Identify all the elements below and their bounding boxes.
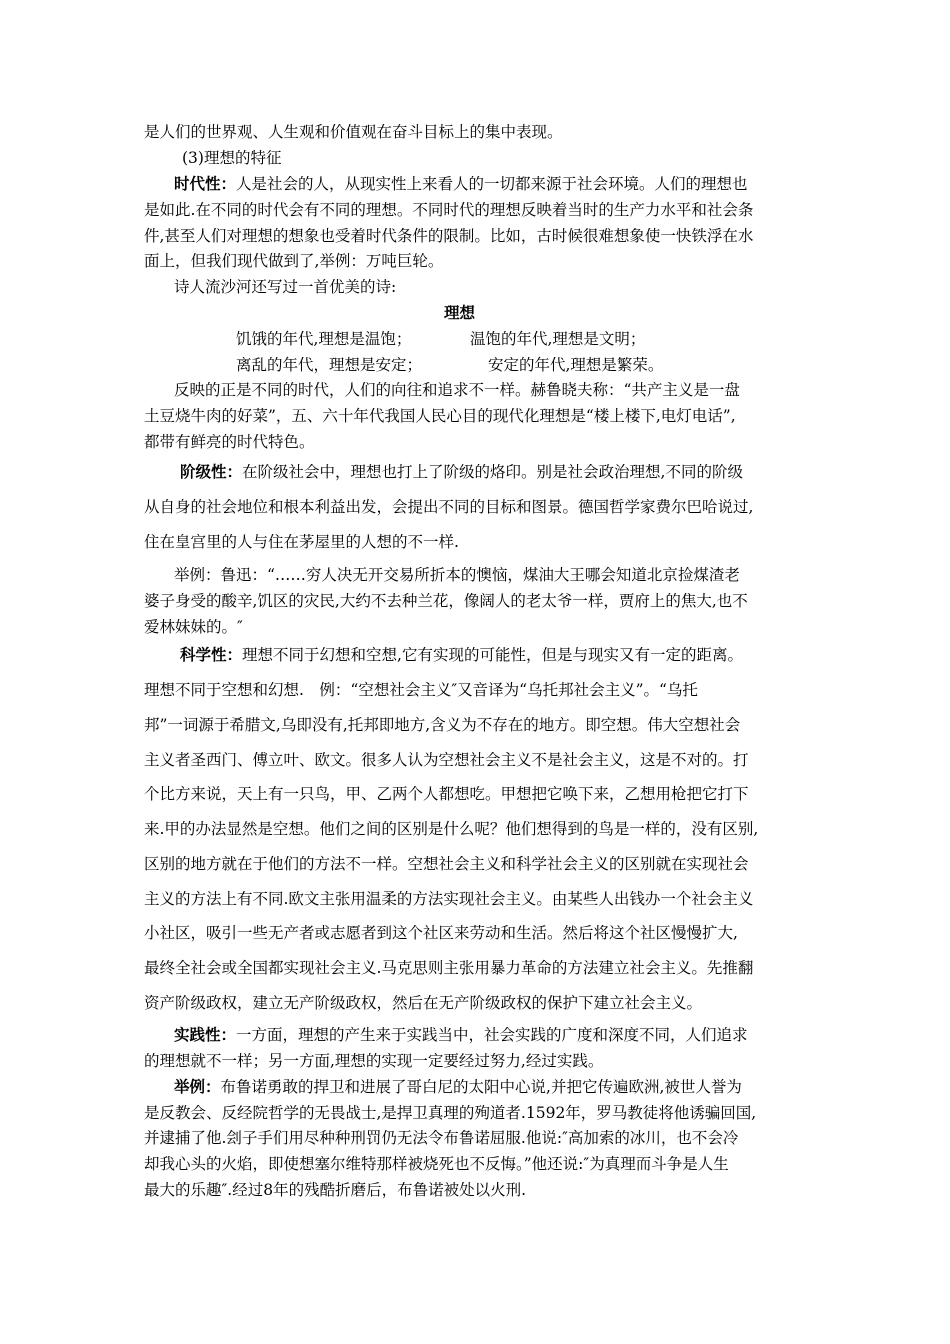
text-line: 是人们的世界观、人生观和价值观在奋斗目标上的集中表现。 bbox=[144, 123, 563, 141]
text-line: 资产阶级政权，建立无产阶级政权，然后在无产阶级政权的保护下建立社会主义。 bbox=[144, 994, 703, 1012]
text-line: 邦”一词源于希腊文,乌即没有,托邦即地方,含义为不存在的地方。即空想。伟大空想社会 bbox=[144, 716, 741, 734]
text-line: 面上，但我们现代做到了,举例：万吨巨轮。 bbox=[144, 252, 444, 270]
text-line: 件,甚至人们对理想的想象也受着时代条件的限制。比如，古时候很难想象使一快铁浮在水 bbox=[144, 227, 754, 245]
text-line: 区别的地方就在于他们的方法不一样。空想社会主义和科学社会主义的区别就在实现社会 bbox=[144, 855, 749, 873]
text-span: 布鲁诺勇敢的捍卫和进展了哥白尼的太阳中心说,并把它传遍欧洲,被世人誉为 bbox=[220, 1078, 742, 1096]
text-line: 的理想就不一样；另一方面,理想的实现一定要经过努力,经过实践。 bbox=[144, 1052, 604, 1070]
text-line bbox=[180, 462, 743, 482]
term-label: 实践性： bbox=[174, 1025, 237, 1044]
text-line: 诗人流沙河还写过一首优美的诗: bbox=[174, 278, 397, 296]
text-line: 主义者圣西门、傅立叶、欧文。很多人认为空想社会主义不是社会主义，这是不对的。打 bbox=[144, 751, 749, 769]
text-line: 是反教会、反经院哲学的无畏战士,是捍卫真理的殉道者.1592年，罗马教徒将他诱骗回国, bbox=[144, 1104, 757, 1122]
poem-line: 离乱的年代，理想是安定； bbox=[236, 356, 423, 374]
text-line: 个比方来说，天上有一只鸟，甲、乙两个人都想吃。甲想把它唤下来，乙想用枪把它打下 bbox=[144, 785, 749, 803]
text-line: 从自身的社会地位和根本利益出发，会提出不同的目标和图景。德国哲学家费尔巴哈说过, bbox=[144, 498, 754, 516]
text-line: 小社区，吸引一些无产者或志愿者到这个社区来劳动和生活。然后将这个社区慢慢扩大, bbox=[144, 924, 738, 942]
poem-line: 温饱的年代,理想是文明； bbox=[470, 330, 646, 348]
text-line bbox=[174, 174, 748, 194]
text-span: 人是社会的人，从现实性上来看人的一切都来源于社会环境。人们的理想也 bbox=[236, 175, 748, 193]
text-line bbox=[174, 1077, 742, 1097]
text-span: 一方面，理想的产生来于实践当中，社会实践的广度和深度不同，人们追求 bbox=[236, 1026, 748, 1044]
text-line: 理想不同于空想和幻想. 例：“空想社会主义″又音译为“乌托邦社会主义”。“乌托 bbox=[144, 681, 698, 699]
term-label: 举例： bbox=[174, 1077, 221, 1096]
text-line: 是如此.在不同的时代会有不同的理想。不同时代的理想反映着当时的生产力水平和社会条 bbox=[144, 201, 754, 219]
text-line bbox=[180, 645, 743, 665]
text-line: 来.甲的办法显然是空想。他们之间的区别是什么呢？他们想得到的鸟是一样的，没有区别, bbox=[144, 820, 759, 838]
text-span: 在阶级社会中，理想也打上了阶级的烙印。别是社会政治理想,不同的阶级 bbox=[242, 463, 743, 481]
poem-title: 理想 bbox=[444, 303, 476, 322]
text-span: 理想不同于幻想和空想,它有实现的可能性，但是与现实又有一定的距离。 bbox=[242, 646, 743, 664]
text-line bbox=[174, 1025, 748, 1045]
text-line: 最终全社会或全国都实现社会主义.马克思则主张用暴力革命的方法建立社会主义。先推翻 bbox=[144, 959, 754, 977]
poem-line: 安定的年代,理想是繁荣。 bbox=[488, 356, 664, 374]
text-line: 最大的乐趣″.经过8年的残酷折磨后，布鲁诺被处以火刑. bbox=[144, 1181, 527, 1199]
section-heading: (3)理想的特征 bbox=[182, 149, 282, 167]
text-line: 爱林妹妹的。″ bbox=[144, 618, 243, 636]
text-line: 婆子身受的酸辛,饥区的灾民,大约不去种兰花，像阔人的老太爷一样，贾府上的焦大,也不 bbox=[144, 592, 748, 610]
text-line: 反映的正是不同的时代，人们的向往和追求不一样。赫鲁晓夫称：“共产主义是一盘 bbox=[174, 381, 740, 399]
text-line: 住在皇宫里的人与住在茅屋里的人想的不一样. bbox=[144, 533, 459, 551]
term-label: 时代性： bbox=[174, 174, 237, 193]
term-label: 科学性： bbox=[180, 645, 243, 664]
text-line: 并逮捕了他.刽子手们用尽种种刑罚仍无法令布鲁诺屈服.他说:″高加索的冰川，也不会冷 bbox=[144, 1129, 739, 1147]
text-line: 举例：鲁迅：“……穷人决无开交易所折本的懊恼，煤油大王哪会知道北京捡煤渣老 bbox=[174, 566, 740, 584]
text-line: 主义的方法上有不同.欧文主张用温柔的方法实现社会主义。由某些人出钱办一个社会主义 bbox=[144, 890, 754, 908]
poem-line: 饥饿的年代,理想是温饱； bbox=[236, 330, 412, 348]
text-line: 土豆烧牛肉的好菜”，五、六十年代我国人民心目的现代化理想是“楼上楼下,电灯电话”, bbox=[144, 407, 736, 425]
text-line: 都带有鲜亮的时代特色。 bbox=[144, 433, 315, 451]
term-label: 阶级性： bbox=[180, 462, 243, 481]
text-line: 却我心头的火焰，即使想塞尔维特那样被烧死也不反悔。”他还说:″为真理而斗争是人生 bbox=[144, 1155, 729, 1173]
